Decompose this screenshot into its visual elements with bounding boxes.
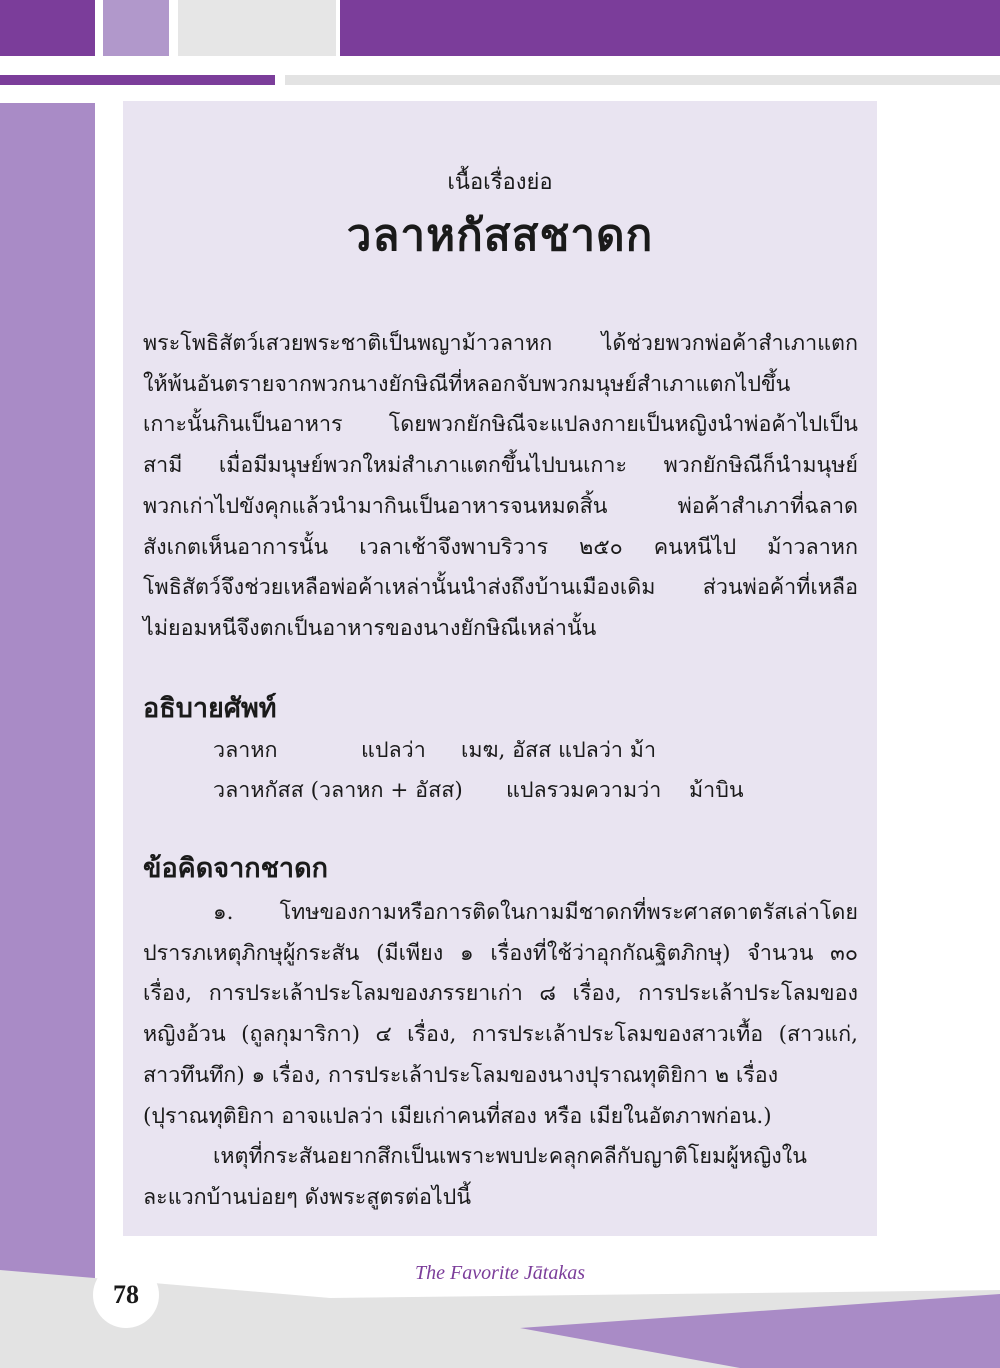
section-subtitle: เนื้อเรื่องย่อ <box>447 170 553 195</box>
header-bar-purple-left <box>0 0 95 56</box>
story-paragraph <box>143 324 858 650</box>
book-title: The Favorite Jātakas <box>415 1262 585 1284</box>
story-line: ไม่ยอมหนีจึงตกเป็นอาหารของนางยักษิณีเหล่านั้น <box>143 615 597 641</box>
page-number: 78 <box>113 1280 139 1309</box>
lessons-line: สาวทึนทึก) ๑ เรื่อง, การประเล้าประโลมของนางปุราณทุติยิกา ๒ เรื่อง <box>143 1062 779 1088</box>
side-band <box>0 103 95 1368</box>
vocabulary-heading: อธิบายศัพท์ <box>143 693 277 724</box>
lessons-paragraph <box>143 893 858 1219</box>
lessons-line: ปรารภเหตุภิกษุผู้กระสัน (มีเพียง ๑ เรื่องที่ใช้ว่าอุกกัณฐิตภิกษุ) จำนวน ๓๐ <box>143 940 858 966</box>
lessons-line: หญิงอ้วน (ถูลกุมาริกา) ๔ เรื่อง, การประเล้าประโลมของสาวเทื้อ (สาวแก่, <box>143 1022 858 1048</box>
vocabulary-meaning: เมฆ, อัสส แปลว่า ม้า <box>461 738 657 763</box>
header-bar-lavender <box>103 0 169 56</box>
story-line: พวกเก่าไปขังคุกแล้วนำมากินเป็นอาหารจนหมดสิ้น พ่อค้าสำเภาที่ฉลาด <box>143 493 858 519</box>
vocabulary-label: แปลรวมความว่า <box>506 778 662 803</box>
lessons-line: ๑. โทษของกามหรือการติดในกามมีชาดกที่พระศาสดาตรัสเล่าโดย <box>213 900 858 925</box>
page-title: วลาหกัสสชาดก <box>346 210 654 261</box>
story-line: เกาะนั้นกินเป็นอาหาร โดยพวกยักษิณีจะแปลงกายเป็นหญิงนำพ่อค้าไปเป็น <box>143 412 858 438</box>
header-rule-grey <box>285 75 1000 85</box>
story-line: พระโพธิสัตว์เสวยพระชาติเป็นพญาม้าวลาหก ได้ช่วยพวกพ่อค้าสำเภาแตก <box>143 331 858 356</box>
vocabulary-term: วลาหกัสส (วลาหก + อัสส) <box>213 778 463 803</box>
story-line: ให้พ้นอันตรายจากพวกนางยักษิณีที่หลอกจับพวกมนุษย์สำเภาแตกไปขึ้น <box>143 371 791 397</box>
header-bar-grey <box>178 0 336 56</box>
header-bar-purple-right <box>340 0 1000 56</box>
vocabulary-label: แปลว่า <box>361 738 426 763</box>
story-line: สังเกตเห็นอาการนั้น เวลาเช้าจึงพาบริวาร ๒๕๐ คนหนีไป ม้าวลาหก <box>143 534 858 560</box>
vocabulary-term: วลาหก <box>213 738 278 763</box>
lessons-line: เหตุที่กระสันอยากสึกเป็นเพราะพบปะคลุกคลีกับญาติโยมผู้หญิงใน <box>213 1144 807 1170</box>
lessons-line: (ปุราณทุติยิกา อาจแปลว่า เมียเก่าคนที่สอง หรือ เมียในอัตภาพก่อน.) <box>143 1103 772 1129</box>
vocabulary-meaning: ม้าบิน <box>689 778 744 803</box>
story-line: สามี เมื่อมีมนุษย์พวกใหม่สำเภาแตกขึ้นไปบนเกาะ พวกยักษิณีก็นำมนุษย์ <box>143 453 858 479</box>
lessons-line: เรื่อง, การประเล้าประโลมของภรรยาเก่า ๘ เรื่อง, การประเล้าประโลมของ <box>143 981 858 1007</box>
lessons-heading: ข้อคิดจากชาดก <box>143 853 328 884</box>
story-line: โพธิสัตว์จึงช่วยเหลือพ่อค้าเหล่านั้นนำส่งถึงบ้านเมืองเดิม ส่วนพ่อค้าที่เหลือ <box>143 575 858 601</box>
lessons-line: ละแวกบ้านบ่อยๆ ดังพระสูตรต่อไปนี้ <box>143 1184 472 1210</box>
header-rule-purple <box>0 75 275 85</box>
